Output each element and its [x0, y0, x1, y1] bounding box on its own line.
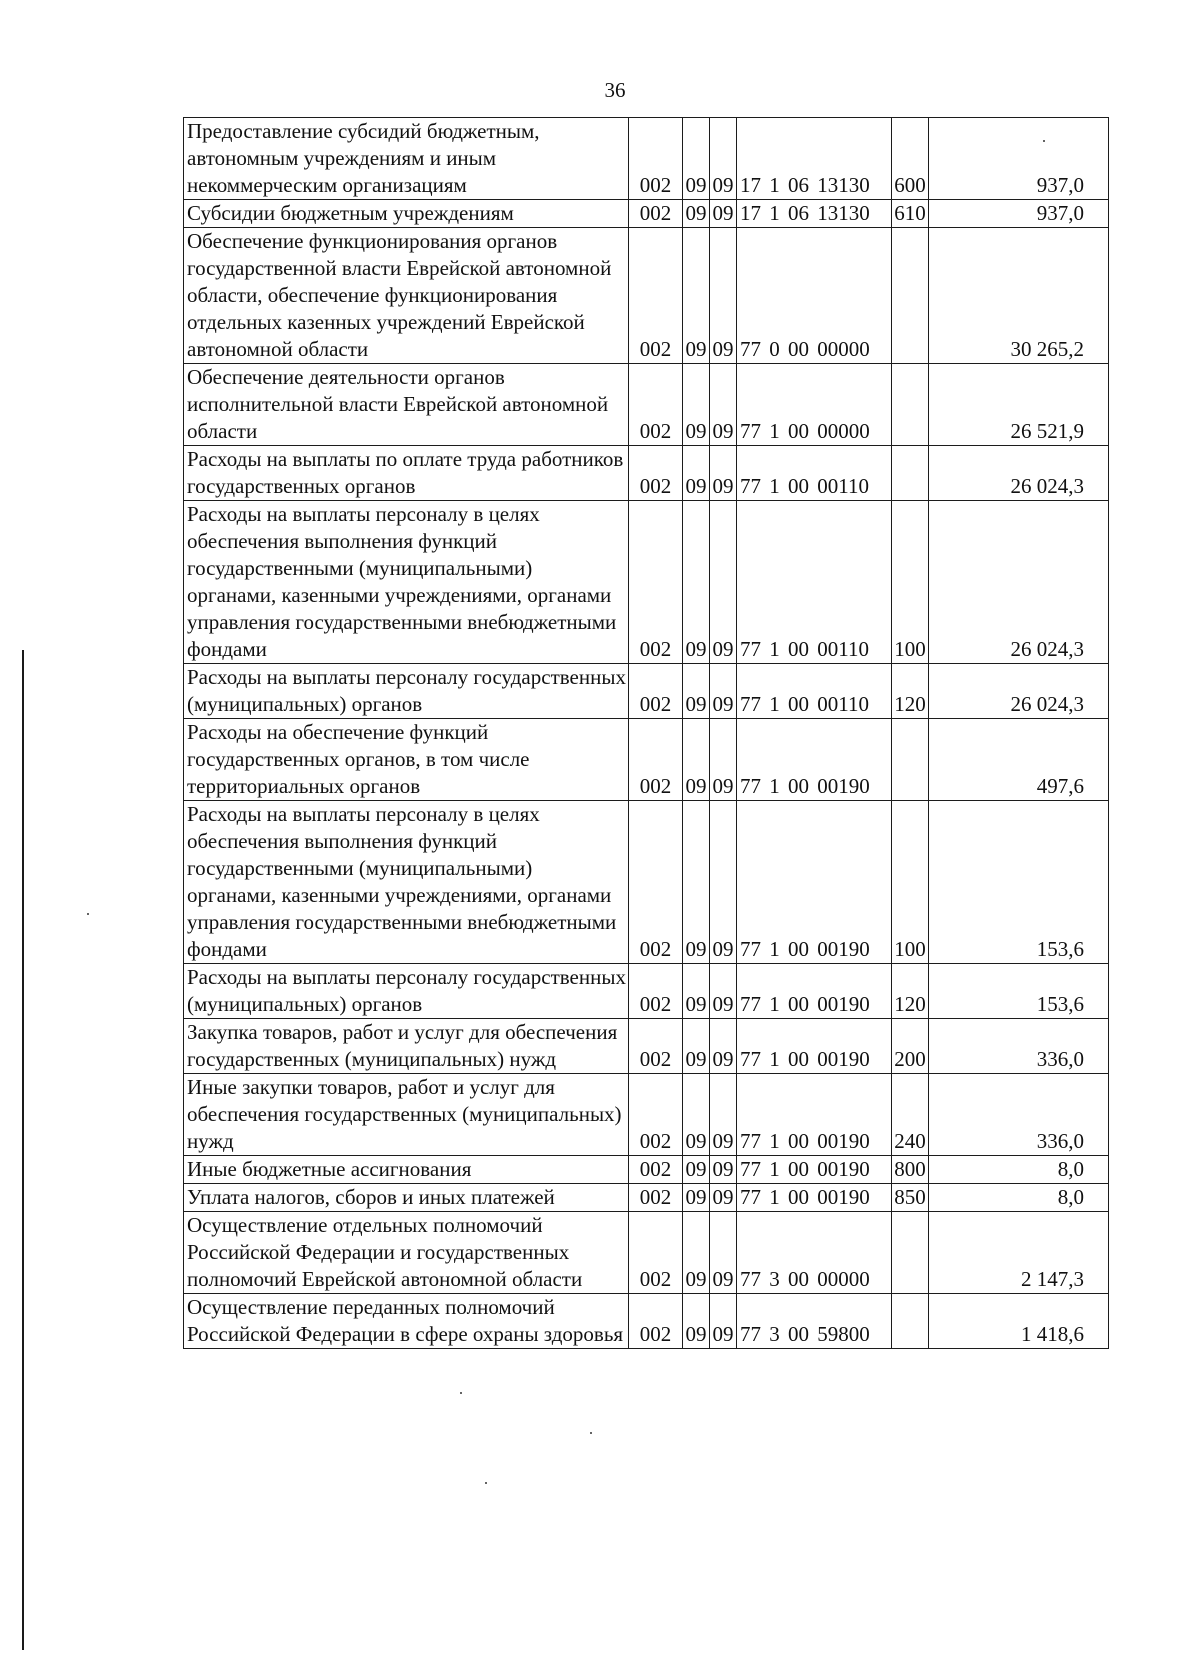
- row-target-code: 77 3 00 59800: [737, 1294, 892, 1349]
- row-expense-type-code: [892, 364, 929, 446]
- row-section-code: 09: [683, 364, 710, 446]
- row-name: Расходы на обеспечение функций государственных органов, в том числе территориальных органов: [184, 719, 629, 801]
- row-sum: 8,0: [929, 1184, 1109, 1212]
- table-row: [184, 664, 1109, 719]
- row-name: Расходы на выплаты персоналу государственных (муниципальных) органов: [184, 964, 629, 1019]
- row-target-code: 77 1 00 00190: [737, 1184, 892, 1212]
- scan-speck: [1043, 140, 1045, 142]
- row-expense-type-code: [892, 719, 929, 801]
- row-section-code: 09: [683, 1184, 710, 1212]
- row-sum: 26 024,3: [929, 501, 1109, 664]
- row-section-code: 09: [683, 801, 710, 964]
- row-subsection-code: 09: [710, 1294, 737, 1349]
- table-row: [184, 1074, 1109, 1156]
- row-ved-code: 002: [629, 200, 683, 228]
- row-expense-type-code: 120: [892, 664, 929, 719]
- row-target-code: 77 1 00 00190: [737, 1156, 892, 1184]
- table-row: [184, 446, 1109, 501]
- table-row: [184, 1212, 1109, 1294]
- row-expense-type-code: [892, 446, 929, 501]
- row-name: Расходы на выплаты персоналу государственных (муниципальных) органов: [184, 664, 629, 719]
- row-name: Иные бюджетные ассигнования: [184, 1156, 629, 1184]
- row-name: Расходы на выплаты персоналу в целях обеспечения выполнения функций государственными (муниципальными) органами, казенными учреждениями, органами управления государственными внебюджетными фондами: [184, 501, 629, 664]
- row-sum: 26 024,3: [929, 446, 1109, 501]
- table-row: [184, 118, 1109, 200]
- row-sum: 26 521,9: [929, 364, 1109, 446]
- row-expense-type-code: 240: [892, 1074, 929, 1156]
- row-target-code: 77 1 00 00190: [737, 964, 892, 1019]
- row-expense-type-code: 610: [892, 200, 929, 228]
- row-subsection-code: 09: [710, 1074, 737, 1156]
- row-ved-code: 002: [629, 1019, 683, 1074]
- row-expense-type-code: [892, 228, 929, 364]
- row-ved-code: 002: [629, 1294, 683, 1349]
- scan-speck: [87, 913, 89, 915]
- table-row: [184, 200, 1109, 228]
- table-row: [184, 719, 1109, 801]
- row-sum: 8,0: [929, 1156, 1109, 1184]
- row-expense-type-code: 600: [892, 118, 929, 200]
- row-subsection-code: 09: [710, 200, 737, 228]
- row-sum: 26 024,3: [929, 664, 1109, 719]
- table-row: [184, 1156, 1109, 1184]
- row-section-code: 09: [683, 1074, 710, 1156]
- row-expense-type-code: 200: [892, 1019, 929, 1074]
- row-subsection-code: 09: [710, 446, 737, 501]
- table-row: [184, 964, 1109, 1019]
- row-name: Уплата налогов, сборов и иных платежей: [184, 1184, 629, 1212]
- budget-table: [183, 117, 1109, 1349]
- row-subsection-code: 09: [710, 364, 737, 446]
- row-sum: 2 147,3: [929, 1212, 1109, 1294]
- row-name: Иные закупки товаров, работ и услуг для обеспечения государственных (муниципальных) нужд: [184, 1074, 629, 1156]
- row-ved-code: 002: [629, 364, 683, 446]
- row-name: Обеспечение деятельности органов исполнительной власти Еврейской автономной области: [184, 364, 629, 446]
- row-subsection-code: 09: [710, 801, 737, 964]
- row-ved-code: 002: [629, 719, 683, 801]
- row-ved-code: 002: [629, 801, 683, 964]
- row-section-code: 09: [683, 1212, 710, 1294]
- row-name: Расходы на выплаты персоналу в целях обеспечения выполнения функций государственными (муниципальными) органами, казенными учреждениями, органами управления государственными внебюджетными фондами: [184, 801, 629, 964]
- row-ved-code: 002: [629, 1156, 683, 1184]
- row-target-code: 77 1 00 00110: [737, 664, 892, 719]
- row-sum: 336,0: [929, 1019, 1109, 1074]
- row-target-code: 77 1 00 00000: [737, 364, 892, 446]
- table-row: [184, 501, 1109, 664]
- row-section-code: 09: [683, 719, 710, 801]
- table-row: [184, 1019, 1109, 1074]
- row-subsection-code: 09: [710, 228, 737, 364]
- row-sum: 937,0: [929, 200, 1109, 228]
- row-subsection-code: 09: [710, 1019, 737, 1074]
- table-body: [184, 118, 1109, 1349]
- row-section-code: 09: [683, 1019, 710, 1074]
- table-row: [184, 801, 1109, 964]
- row-ved-code: 002: [629, 118, 683, 200]
- row-name: Закупка товаров, работ и услуг для обеспечения государственных (муниципальных) нужд: [184, 1019, 629, 1074]
- row-target-code: 77 1 00 00190: [737, 1019, 892, 1074]
- row-subsection-code: 09: [710, 118, 737, 200]
- row-target-code: 77 3 00 00000: [737, 1212, 892, 1294]
- row-target-code: 77 1 00 00190: [737, 1074, 892, 1156]
- scan-speck: [590, 1432, 592, 1434]
- row-ved-code: 002: [629, 1184, 683, 1212]
- row-target-code: 17 1 06 13130: [737, 118, 892, 200]
- row-target-code: 77 1 00 00110: [737, 501, 892, 664]
- row-sum: 937,0: [929, 118, 1109, 200]
- row-expense-type-code: [892, 1212, 929, 1294]
- row-ved-code: 002: [629, 964, 683, 1019]
- row-section-code: 09: [683, 664, 710, 719]
- row-subsection-code: 09: [710, 1212, 737, 1294]
- row-subsection-code: 09: [710, 501, 737, 664]
- row-subsection-code: 09: [710, 1156, 737, 1184]
- row-section-code: 09: [683, 1156, 710, 1184]
- row-section-code: 09: [683, 200, 710, 228]
- row-section-code: 09: [683, 228, 710, 364]
- row-name: Расходы на выплаты по оплате труда работников государственных органов: [184, 446, 629, 501]
- scan-speck: [460, 1392, 462, 1394]
- row-expense-type-code: 850: [892, 1184, 929, 1212]
- row-target-code: 77 1 00 00190: [737, 801, 892, 964]
- row-expense-type-code: [892, 1294, 929, 1349]
- scan-speck: [485, 1482, 487, 1484]
- row-sum: 336,0: [929, 1074, 1109, 1156]
- row-subsection-code: 09: [710, 719, 737, 801]
- page-number: 36: [604, 78, 626, 102]
- row-ved-code: 002: [629, 664, 683, 719]
- scan-edge-line: [22, 650, 24, 1650]
- row-subsection-code: 09: [710, 1184, 737, 1212]
- row-name: Обеспечение функционирования органов государственной власти Еврейской автономной области, обеспечение функционирования отдельных казенных учреждений Еврейской автономной области: [184, 228, 629, 364]
- row-expense-type-code: 800: [892, 1156, 929, 1184]
- row-sum: 30 265,2: [929, 228, 1109, 364]
- row-section-code: 09: [683, 501, 710, 664]
- row-expense-type-code: 120: [892, 964, 929, 1019]
- table-row: [184, 228, 1109, 364]
- row-expense-type-code: 100: [892, 501, 929, 664]
- row-sum: 153,6: [929, 964, 1109, 1019]
- row-name: Предоставление субсидий бюджетным, автономным учреждениям и иным некоммерческим организациям: [184, 118, 629, 200]
- row-target-code: 77 1 00 00190: [737, 719, 892, 801]
- row-section-code: 09: [683, 118, 710, 200]
- row-expense-type-code: 100: [892, 801, 929, 964]
- row-section-code: 09: [683, 446, 710, 501]
- row-target-code: 77 0 00 00000: [737, 228, 892, 364]
- row-sum: 1 418,6: [929, 1294, 1109, 1349]
- row-section-code: 09: [683, 1294, 710, 1349]
- row-subsection-code: 09: [710, 964, 737, 1019]
- row-ved-code: 002: [629, 446, 683, 501]
- row-name: Осуществление переданных полномочий Российской Федерации в сфере охраны здоровья: [184, 1294, 629, 1349]
- row-target-code: 17 1 06 13130: [737, 200, 892, 228]
- row-section-code: 09: [683, 964, 710, 1019]
- row-sum: 497,6: [929, 719, 1109, 801]
- row-ved-code: 002: [629, 501, 683, 664]
- table-row: [184, 1184, 1109, 1212]
- row-target-code: 77 1 00 00110: [737, 446, 892, 501]
- row-ved-code: 002: [629, 1074, 683, 1156]
- row-ved-code: 002: [629, 1212, 683, 1294]
- row-ved-code: 002: [629, 228, 683, 364]
- table-row: [184, 1294, 1109, 1349]
- row-name: Осуществление отдельных полномочий Российской Федерации и государственных полномочий Еврейской автономной области: [184, 1212, 629, 1294]
- row-sum: 153,6: [929, 801, 1109, 964]
- row-subsection-code: 09: [710, 664, 737, 719]
- row-name: Субсидии бюджетным учреждениям: [184, 200, 629, 228]
- table-row: [184, 364, 1109, 446]
